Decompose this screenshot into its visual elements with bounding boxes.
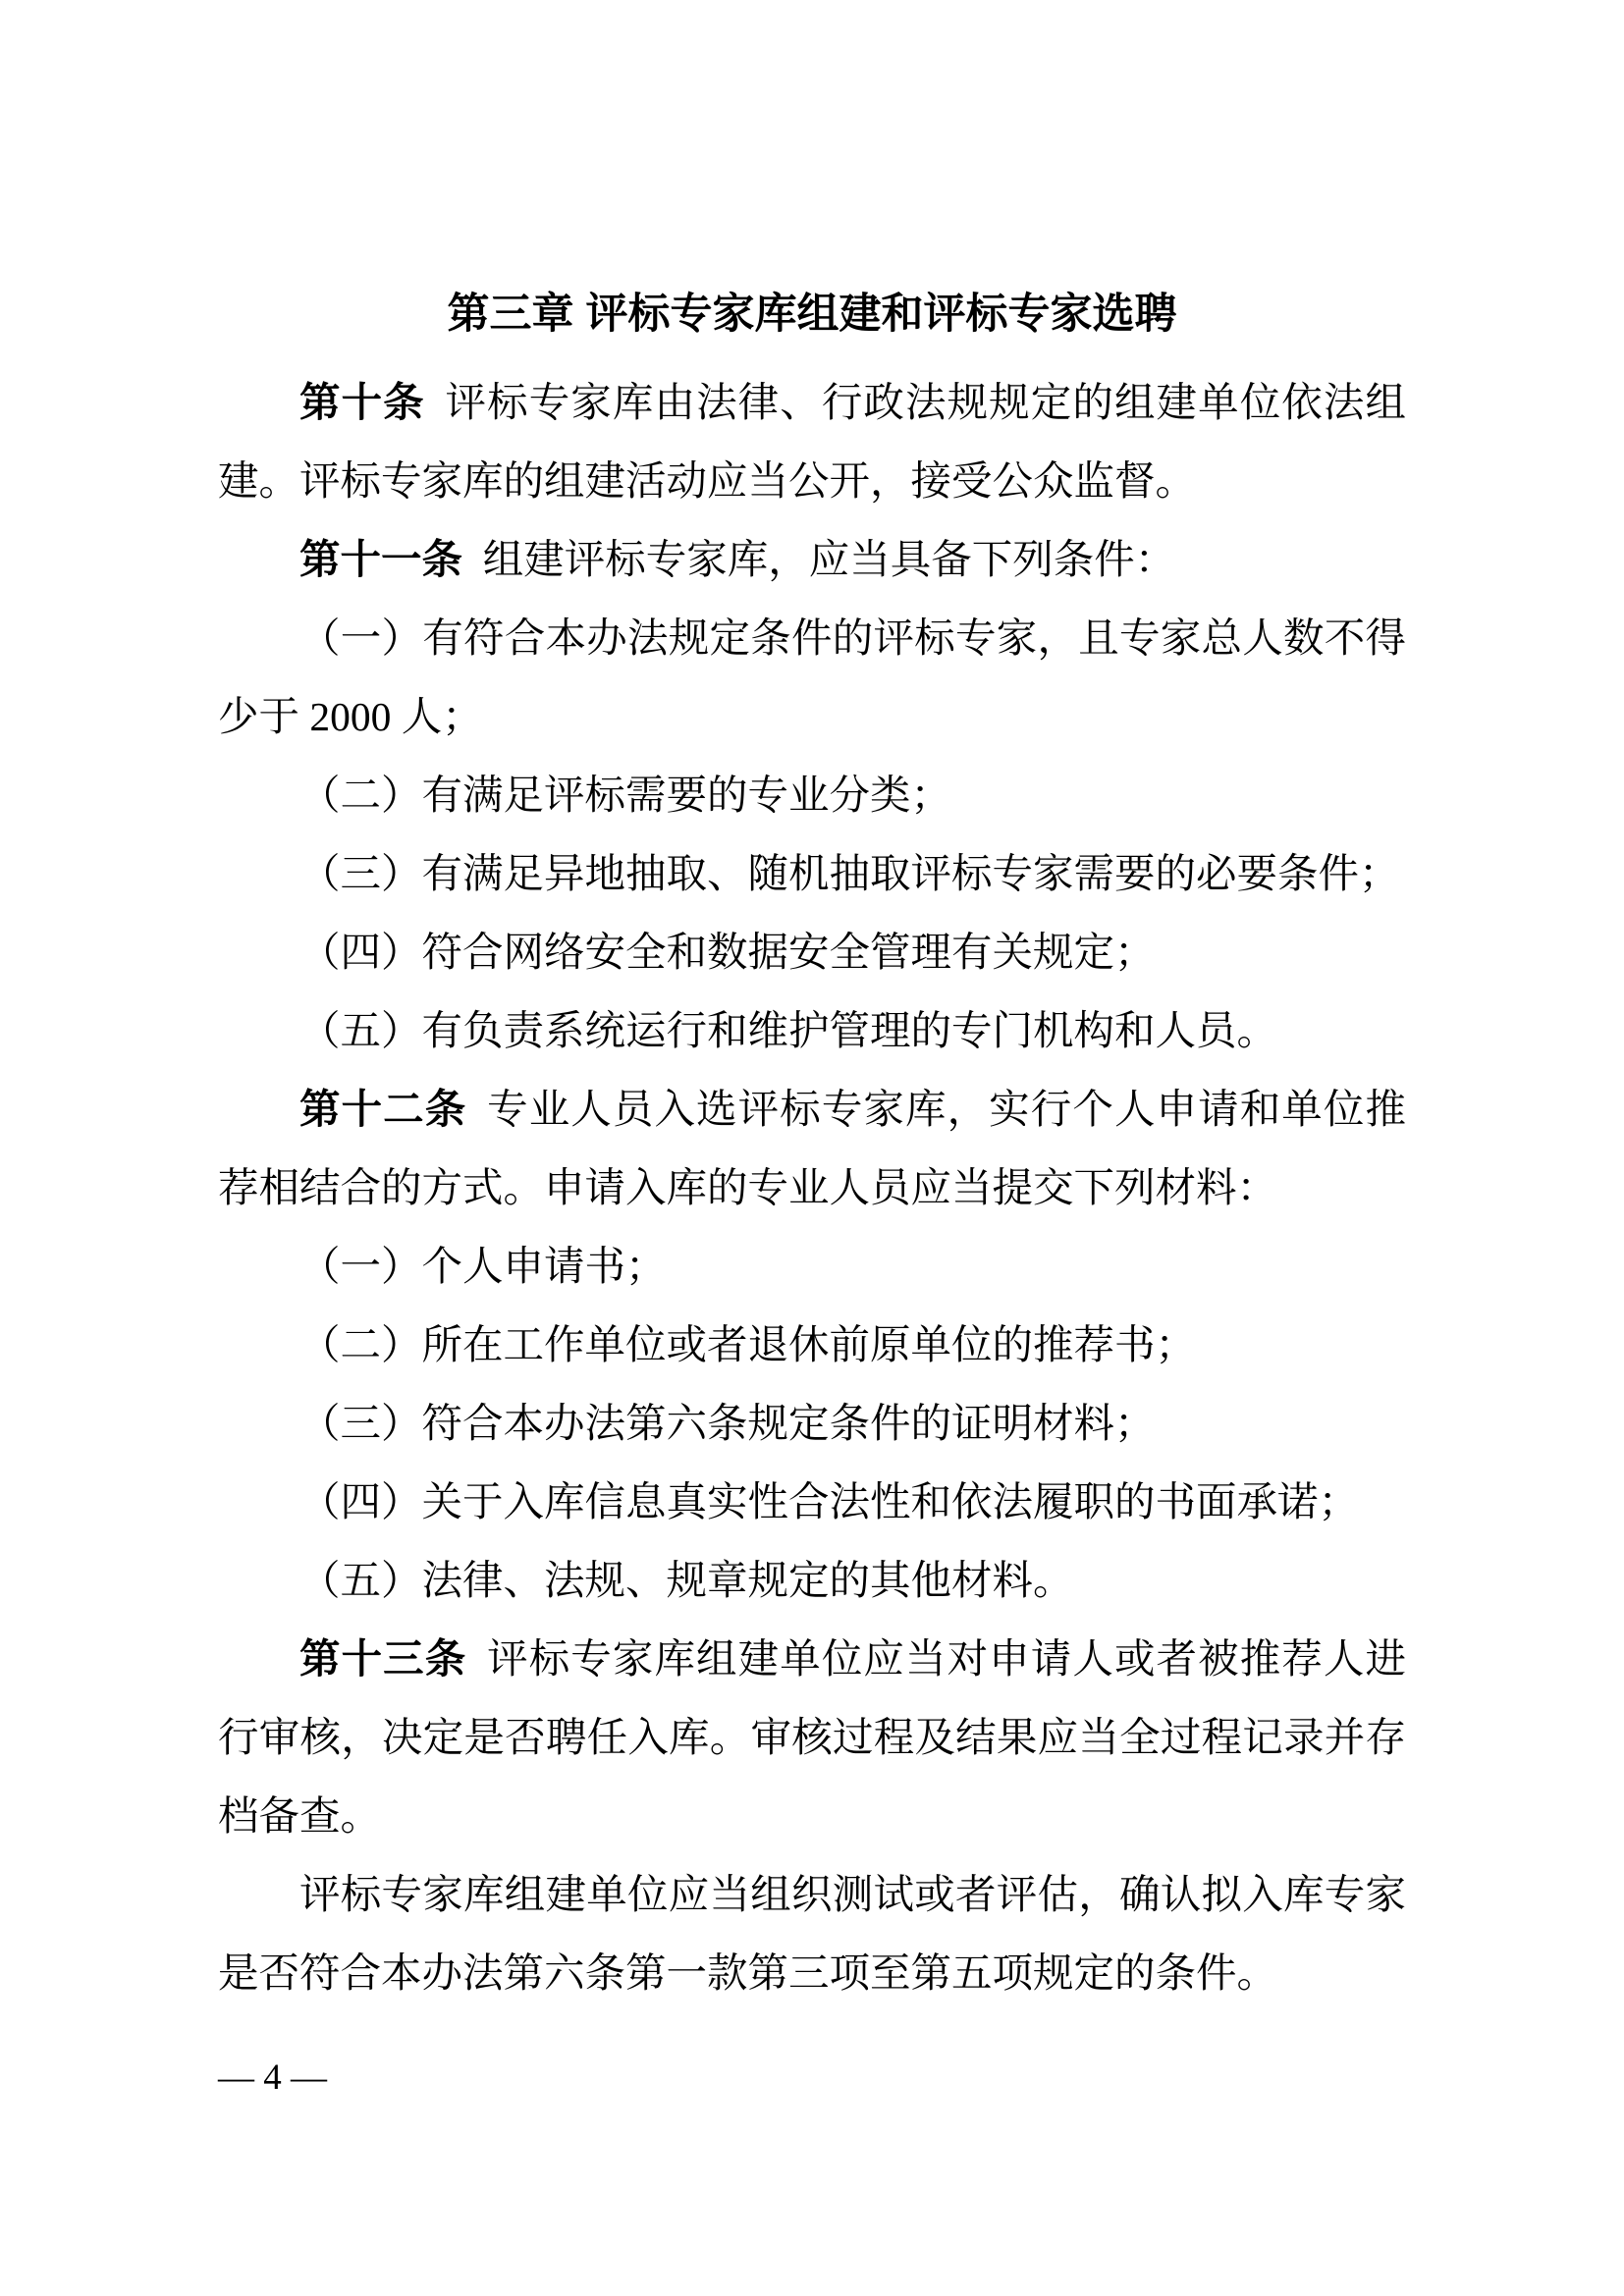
paragraph — [218, 1306, 1406, 1384]
page-number: — 4 — — [218, 2057, 327, 2098]
paragraph-text: 专业人员入选评标专家库，实行个人申请和单位推荐相结合的方式。申请入库的专业人员应当提交下列材料： — [218, 1087, 1406, 1210]
paragraph — [218, 1227, 1406, 1306]
paragraph-text: （五）法律、法规、规章规定的其他材料。 — [299, 1558, 1074, 1603]
paragraph — [218, 599, 1406, 756]
chapter-heading: 第三章 评标专家库组建和评标专家选聘 — [447, 291, 1177, 338]
paragraph — [218, 520, 1406, 599]
paragraph — [218, 1070, 1406, 1227]
paragraph-text: 组建评标专家库，应当具备下列条件： — [482, 537, 1176, 582]
paragraph — [218, 756, 1406, 834]
paragraph-text: （一）个人申请书； — [299, 1244, 667, 1289]
paragraph — [218, 991, 1406, 1070]
page-footer — [218, 2057, 1406, 2099]
paragraph — [218, 1620, 1406, 1855]
paragraph-text: （三）符合本办法第六条规定条件的证明材料； — [299, 1401, 1156, 1446]
paragraph-text: 评标专家库组建单位应当组织测试或者评估，确认拟入库专家是否符合本办法第六条第一款第三项至第五项规定的条件。 — [218, 1872, 1406, 1996]
paragraph-text: （二）所在工作单位或者退休前原单位的推荐书； — [299, 1322, 1197, 1367]
paragraph-text: （四）符合网络安全和数据安全管理有关规定； — [299, 930, 1156, 975]
article-number: 第十条 — [299, 379, 425, 425]
article-number: 第十二条 — [299, 1086, 467, 1132]
paragraph-text: （一）有符合本办法规定条件的评标专家，且专家总人数不得少于 2000 人； — [218, 615, 1406, 739]
paragraph — [218, 1463, 1406, 1541]
paragraph-text: （三）有满足异地抽取、随机抽取评标专家需要的必要条件； — [299, 851, 1400, 896]
paragraph — [218, 913, 1406, 991]
paragraph — [218, 1384, 1406, 1463]
paragraph-text: （五）有负责系统运行和维护管理的专门机构和人员。 — [299, 1008, 1278, 1053]
article-number: 第十一条 — [299, 536, 463, 582]
paragraph — [218, 363, 1406, 520]
paragraph-text: （二）有满足评标需要的专业分类； — [299, 773, 952, 818]
paragraph-text: 评标专家库组建单位应当对申请人或者被推荐人进行审核，决定是否聘任入库。审核过程及结果应当全过程记录并存档备查。 — [218, 1636, 1406, 1839]
paragraph — [218, 1855, 1406, 2012]
paragraph-text: 评标专家库由法律、行政法规规定的组建单位依法组建。评标专家库的组建活动应当公开，接受公众监督。 — [218, 380, 1406, 504]
article-number: 第十三条 — [299, 1635, 467, 1682]
paragraph-text: （四）关于入库信息真实性合法性和依法履职的书面承诺； — [299, 1479, 1360, 1524]
paragraph — [218, 834, 1406, 913]
document-body — [218, 363, 1406, 2012]
paragraph — [218, 1541, 1406, 1620]
